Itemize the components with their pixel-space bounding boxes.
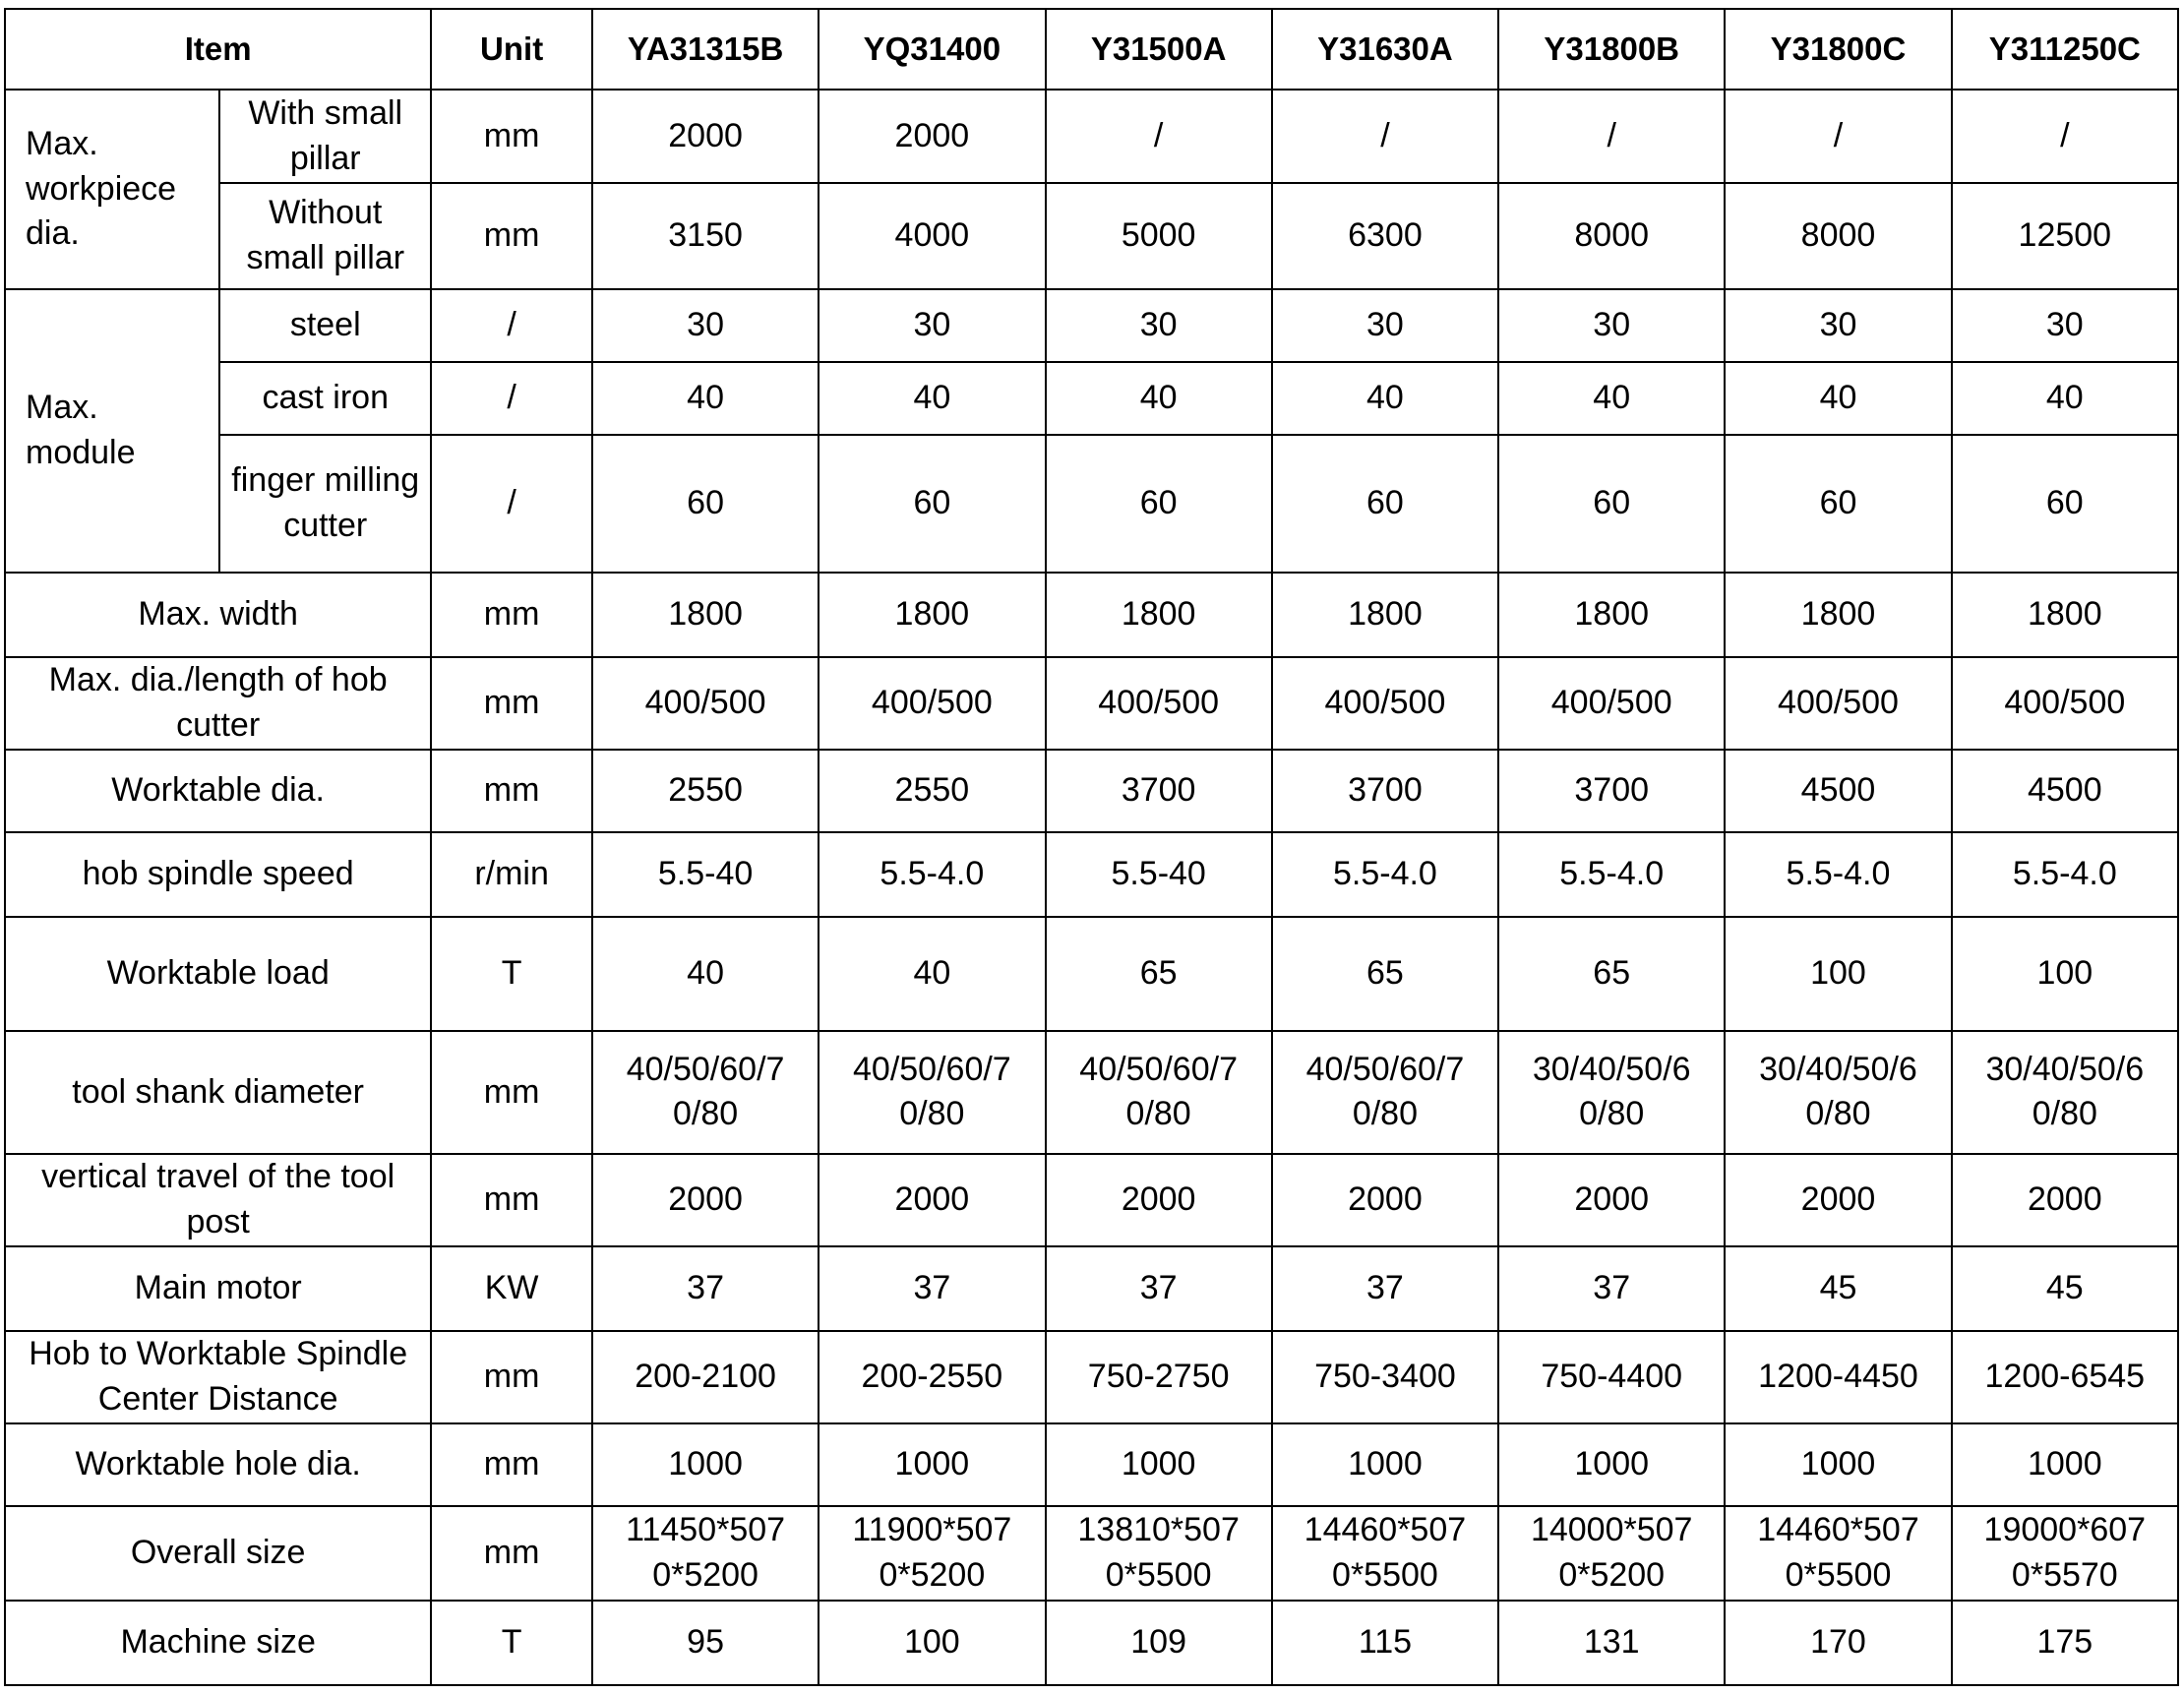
value-cell: 37: [1272, 1246, 1498, 1331]
value-cell: 4500: [1725, 750, 1951, 832]
unit-cell: /: [431, 435, 592, 573]
row-label: Machine size: [5, 1601, 431, 1685]
value-cell: /: [1498, 90, 1725, 183]
row-label: Worktable dia.: [5, 750, 431, 832]
value-cell: 100: [1725, 917, 1951, 1031]
value-cell: /: [1046, 90, 1272, 183]
value-cell: 1000: [1498, 1423, 1725, 1506]
unit-cell: /: [431, 362, 592, 435]
value-cell: 2550: [592, 750, 819, 832]
table-row: [5, 289, 2178, 362]
value-cell: 3700: [1046, 750, 1272, 832]
value-cell: /: [1272, 90, 1498, 183]
value-text: 14000*5070*5200: [1530, 1510, 1693, 1594]
value-cell: 37: [1046, 1246, 1272, 1331]
value-cell: 200-2100: [592, 1331, 819, 1423]
value-cell: 115: [1272, 1601, 1498, 1685]
header-model: Y311250C: [1952, 9, 2178, 90]
value-cell: 400/500: [1272, 657, 1498, 750]
value-cell: 1800: [1046, 573, 1272, 657]
value-cell: 400/500: [1046, 657, 1272, 750]
value-cell: 2000: [819, 90, 1045, 183]
value-cell: 60: [819, 435, 1045, 573]
unit-cell: r/min: [431, 832, 592, 917]
value-cell: 30: [1725, 289, 1951, 362]
value-cell: 5.5-40: [592, 832, 819, 917]
value-text: 11450*5070*5200: [626, 1510, 786, 1594]
value-cell: 8000: [1498, 183, 1725, 289]
value-cell: 2000: [592, 90, 819, 183]
value-cell: 60: [1272, 435, 1498, 573]
row-label: Without small pillar: [219, 183, 431, 289]
header-model: Y31500A: [1046, 9, 1272, 90]
unit-cell: mm: [431, 90, 592, 183]
value-cell: [1272, 1031, 1498, 1154]
row-label: finger milling cutter: [219, 435, 431, 573]
value-cell: 1800: [1272, 573, 1498, 657]
table-row: [5, 183, 2178, 289]
value-cell: 5.5-4.0: [1952, 832, 2178, 917]
row-label: vertical travel of the tool post: [5, 1154, 431, 1246]
value-cell: 750-3400: [1272, 1331, 1498, 1423]
value-cell: 5.5-40: [1046, 832, 1272, 917]
row-label: hob spindle speed: [5, 832, 431, 917]
value-cell: 750-2750: [1046, 1331, 1272, 1423]
value-cell: 30: [1952, 289, 2178, 362]
value-cell: 40: [1272, 362, 1498, 435]
value-cell: 40: [592, 917, 819, 1031]
value-cell: 2000: [592, 1154, 819, 1246]
header-model: Y31800C: [1725, 9, 1951, 90]
value-cell: 5.5-4.0: [1725, 832, 1951, 917]
row-label: With small pillar: [219, 90, 431, 183]
value-cell: 95: [592, 1601, 819, 1685]
value-cell: 37: [592, 1246, 819, 1331]
value-cell: 1200-4450: [1725, 1331, 1951, 1423]
header-model: Y31630A: [1272, 9, 1498, 90]
table-row: [5, 750, 2178, 832]
value-text: 30/40/50/60/80: [1985, 1050, 2145, 1133]
value-cell: 6300: [1272, 183, 1498, 289]
value-cell: 40: [1725, 362, 1951, 435]
value-cell: 400/500: [1952, 657, 2178, 750]
value-cell: 30: [592, 289, 819, 362]
value-cell: 400/500: [819, 657, 1045, 750]
unit-cell: KW: [431, 1246, 592, 1331]
table-row: [5, 435, 2178, 573]
row-label: Overall size: [5, 1506, 431, 1601]
value-cell: [1952, 1506, 2178, 1601]
value-cell: 200-2550: [819, 1331, 1045, 1423]
value-cell: 2000: [1272, 1154, 1498, 1246]
value-text: 30/40/50/60/80: [1532, 1050, 1691, 1133]
value-text: 19000*6070*5570: [1983, 1510, 2147, 1594]
value-cell: 100: [819, 1601, 1045, 1685]
group-label: Max. module: [5, 289, 219, 573]
value-text: 40/50/60/70/80: [1079, 1050, 1238, 1133]
value-cell: 1800: [592, 573, 819, 657]
value-cell: 5000: [1046, 183, 1272, 289]
unit-cell: mm: [431, 657, 592, 750]
unit-cell: mm: [431, 1154, 592, 1246]
value-cell: 100: [1952, 917, 2178, 1031]
value-text: 11900*5070*5200: [852, 1510, 1012, 1594]
table-row: [5, 1423, 2178, 1506]
unit-cell: /: [431, 289, 592, 362]
value-text: 14460*5070*5500: [1757, 1510, 1919, 1594]
value-cell: [1046, 1506, 1272, 1601]
row-label: Main motor: [5, 1246, 431, 1331]
value-cell: 45: [1725, 1246, 1951, 1331]
value-text: 40/50/60/70/80: [626, 1050, 785, 1133]
unit-cell: mm: [431, 183, 592, 289]
value-cell: /: [1952, 90, 2178, 183]
header-model: Y31800B: [1498, 9, 1725, 90]
value-cell: 2000: [1498, 1154, 1725, 1246]
value-cell: 1000: [1046, 1423, 1272, 1506]
value-cell: 750-4400: [1498, 1331, 1725, 1423]
value-cell: 60: [1498, 435, 1725, 573]
row-label: Worktable hole dia.: [5, 1423, 431, 1506]
value-cell: 1000: [592, 1423, 819, 1506]
value-cell: 4000: [819, 183, 1045, 289]
unit-cell: mm: [431, 750, 592, 832]
row-label: tool shank diameter: [5, 1031, 431, 1154]
header-model: YA31315B: [592, 9, 819, 90]
table-row: [5, 1601, 2178, 1685]
value-cell: 2000: [1952, 1154, 2178, 1246]
value-cell: [819, 1506, 1045, 1601]
row-label: cast iron: [219, 362, 431, 435]
value-cell: 60: [1725, 435, 1951, 573]
table-row: [5, 1506, 2178, 1601]
row-label: Hob to Worktable Spindle Center Distance: [5, 1331, 431, 1423]
unit-cell: T: [431, 917, 592, 1031]
table-row: [5, 1154, 2178, 1246]
value-cell: [1725, 1506, 1951, 1601]
value-cell: [1498, 1031, 1725, 1154]
value-cell: 2000: [819, 1154, 1045, 1246]
value-cell: [1498, 1506, 1725, 1601]
table-row: [5, 573, 2178, 657]
value-cell: 3700: [1498, 750, 1725, 832]
value-text: 30/40/50/60/80: [1759, 1050, 1917, 1133]
value-cell: 60: [592, 435, 819, 573]
row-label: Worktable load: [5, 917, 431, 1031]
value-cell: 37: [819, 1246, 1045, 1331]
value-cell: 8000: [1725, 183, 1951, 289]
value-cell: 65: [1498, 917, 1725, 1031]
value-cell: 2000: [1725, 1154, 1951, 1246]
value-cell: 30: [1498, 289, 1725, 362]
table-row: [5, 657, 2178, 750]
value-cell: 1800: [819, 573, 1045, 657]
value-cell: 30: [1046, 289, 1272, 362]
value-cell: 1800: [1725, 573, 1951, 657]
row-label: Max. width: [5, 573, 431, 657]
value-cell: 40: [592, 362, 819, 435]
row-label: steel: [219, 289, 431, 362]
value-text: 14460*5070*5500: [1304, 1510, 1467, 1594]
value-cell: 1200-6545: [1952, 1331, 2178, 1423]
value-cell: [1046, 1031, 1272, 1154]
unit-cell: mm: [431, 573, 592, 657]
header-row: [5, 9, 2178, 90]
header-item: Item: [5, 9, 431, 90]
value-cell: 2000: [1046, 1154, 1272, 1246]
unit-cell: T: [431, 1601, 592, 1685]
table-row: [5, 1246, 2178, 1331]
value-cell: 3150: [592, 183, 819, 289]
value-cell: 40: [819, 362, 1045, 435]
value-cell: 3700: [1272, 750, 1498, 832]
value-cell: 400/500: [592, 657, 819, 750]
value-cell: 1800: [1952, 573, 2178, 657]
unit-cell: mm: [431, 1331, 592, 1423]
header-unit: Unit: [431, 9, 592, 90]
value-cell: 1000: [1952, 1423, 2178, 1506]
value-cell: 400/500: [1498, 657, 1725, 750]
header-model: YQ31400: [819, 9, 1045, 90]
value-cell: 1800: [1498, 573, 1725, 657]
value-cell: 5.5-4.0: [1272, 832, 1498, 917]
value-cell: 131: [1498, 1601, 1725, 1685]
table-row: [5, 832, 2178, 917]
value-cell: [1725, 1031, 1951, 1154]
value-cell: 60: [1952, 435, 2178, 573]
unit-cell: mm: [431, 1506, 592, 1601]
value-cell: 1000: [1725, 1423, 1951, 1506]
value-text: 40/50/60/70/80: [1305, 1050, 1465, 1133]
value-cell: 109: [1046, 1601, 1272, 1685]
value-cell: 175: [1952, 1601, 2178, 1685]
value-cell: [1952, 1031, 2178, 1154]
value-cell: /: [1725, 90, 1951, 183]
value-cell: 1000: [819, 1423, 1045, 1506]
value-cell: 65: [1272, 917, 1498, 1031]
value-cell: 2550: [819, 750, 1045, 832]
value-cell: [592, 1031, 819, 1154]
unit-cell: mm: [431, 1423, 592, 1506]
value-text: 13810*5070*5500: [1077, 1510, 1240, 1594]
value-cell: 4500: [1952, 750, 2178, 832]
table-row: [5, 917, 2178, 1031]
value-cell: 5.5-4.0: [1498, 832, 1725, 917]
unit-cell: mm: [431, 1031, 592, 1154]
value-text: 40/50/60/70/80: [853, 1050, 1011, 1133]
value-cell: 40: [819, 917, 1045, 1031]
table-row: [5, 1331, 2178, 1423]
value-cell: 30: [819, 289, 1045, 362]
table-body: [5, 90, 2178, 1685]
value-cell: 1000: [1272, 1423, 1498, 1506]
value-cell: 40: [1952, 362, 2178, 435]
table-row: [5, 90, 2178, 183]
value-cell: 45: [1952, 1246, 2178, 1331]
value-cell: [819, 1031, 1045, 1154]
value-cell: 60: [1046, 435, 1272, 573]
value-cell: 170: [1725, 1601, 1951, 1685]
value-cell: 12500: [1952, 183, 2178, 289]
value-cell: 5.5-4.0: [819, 832, 1045, 917]
group-label: Max. workpiece dia.: [5, 90, 219, 289]
value-cell: 65: [1046, 917, 1272, 1031]
table-row: [5, 1031, 2178, 1154]
row-label: Max. dia./length of hob cutter: [5, 657, 431, 750]
value-cell: 30: [1272, 289, 1498, 362]
value-cell: 37: [1498, 1246, 1725, 1331]
value-cell: [1272, 1506, 1498, 1601]
value-cell: 400/500: [1725, 657, 1951, 750]
value-cell: [592, 1506, 819, 1601]
value-cell: 40: [1046, 362, 1272, 435]
spec-table: [4, 8, 2179, 1686]
value-cell: 40: [1498, 362, 1725, 435]
table-row: [5, 362, 2178, 435]
